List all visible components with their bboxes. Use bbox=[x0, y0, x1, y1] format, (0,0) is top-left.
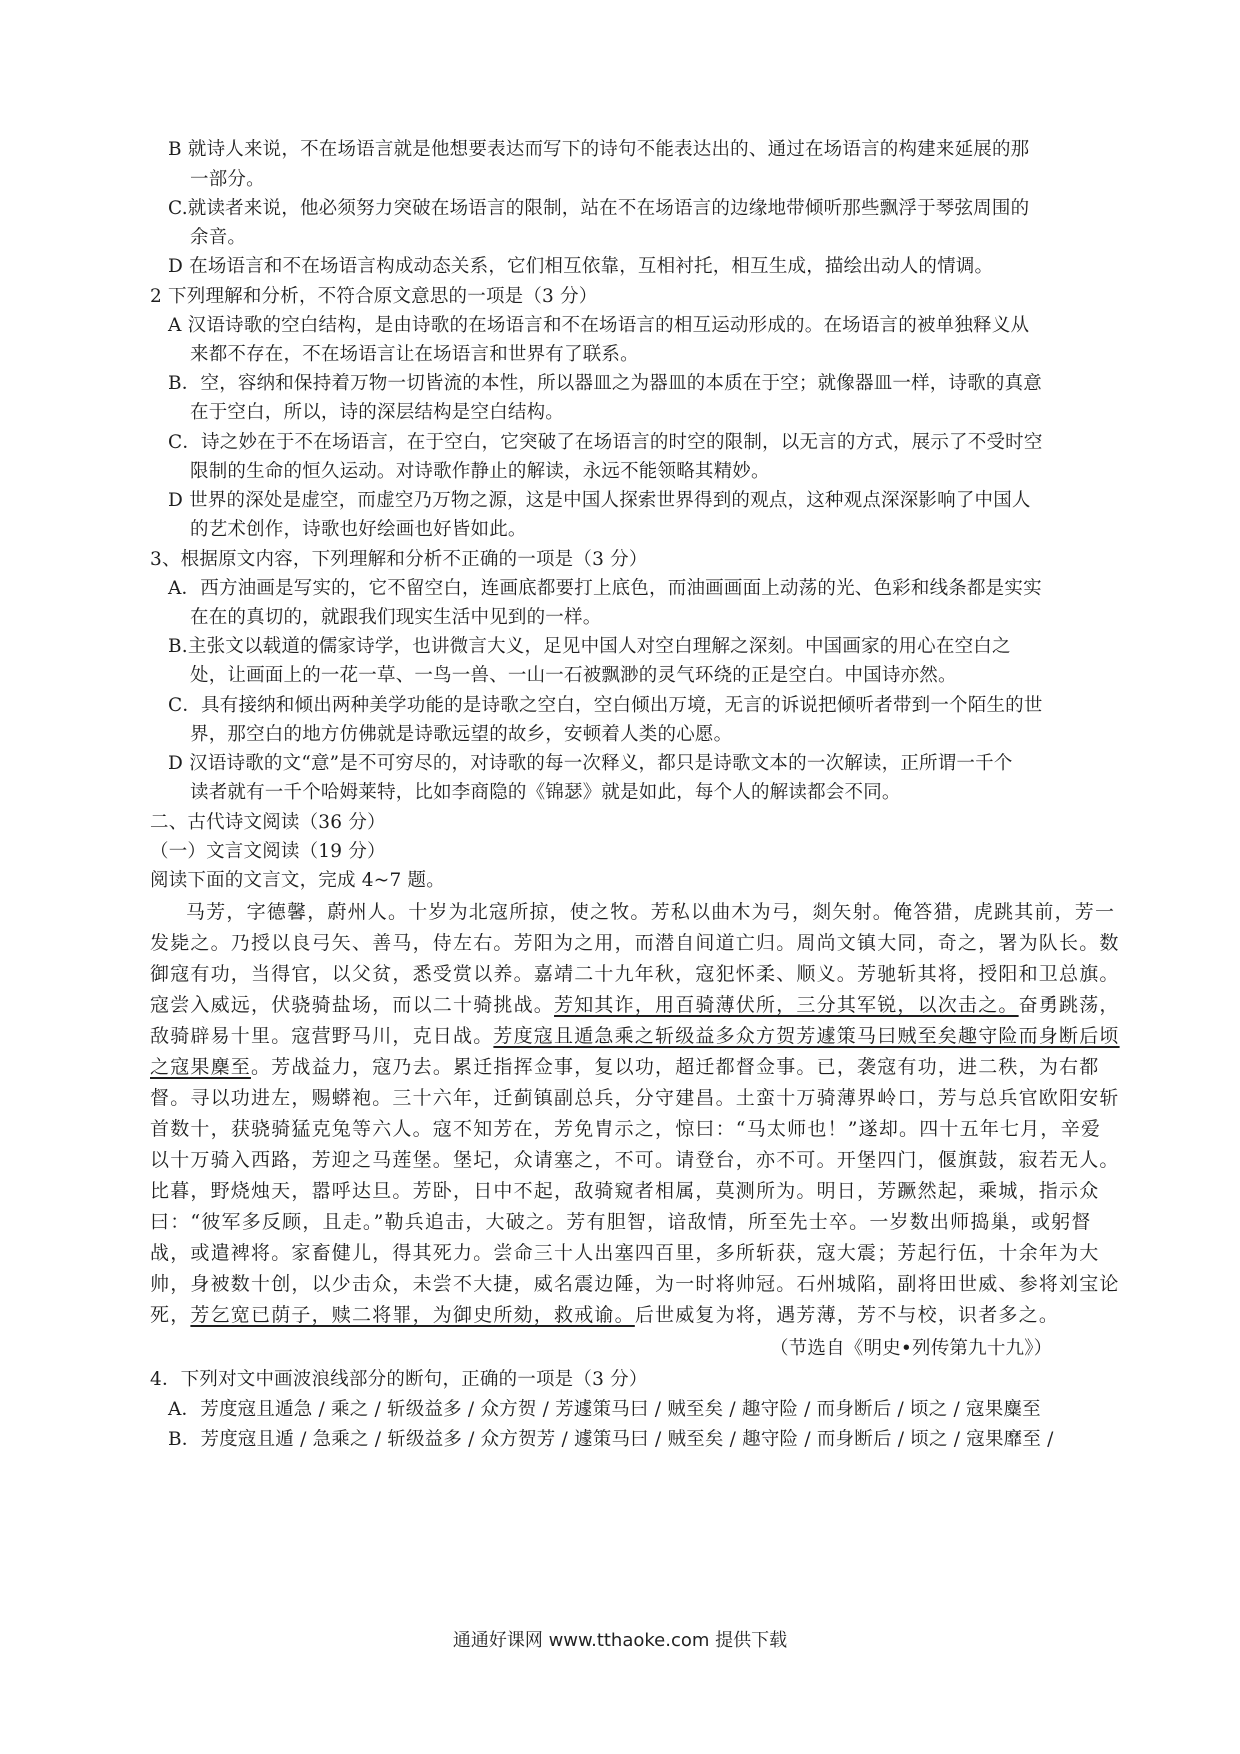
passage-line bbox=[150, 1053, 1099, 1081]
passage-text: 寇尝入威远，伏骁骑盐场，而以二十骑挑战。 bbox=[150, 994, 555, 1016]
option-2c-line-2: 限制的生命的恒久运动。对诗歌作静止的解读，永远不能领略其精妙。 bbox=[190, 461, 770, 482]
wavy-underlined-segment: 之寇果麇至 bbox=[150, 1056, 252, 1078]
passage-line bbox=[150, 991, 1120, 1019]
option-3b-line-2: 处，让画面上的一花一草、一鸟一兽、一山一石被飘渺的灵气环绕的正是空白。中国诗亦然。 bbox=[190, 665, 957, 686]
option-3a-line-2: 在在的真切的，就跟我们现实生活中见到的一样。 bbox=[190, 607, 602, 628]
passage-line: 比暮，野烧烛天，嚣呼达旦。芳卧，日中不起，敌骑窥者相属，莫测所为。明日，芳蹶然起，乘城，指示众 bbox=[150, 1180, 1100, 1202]
reading-instruction: 阅读下面的文言文，完成 4~7 题。 bbox=[150, 870, 445, 891]
option-2a-line-1: A 汉语诗歌的空白结构，是由诗歌的在场语言和不在场语言的相互运动形成的。在场语言的被单独释义从 bbox=[168, 315, 1030, 336]
passage-line: 战，或遣裨将。家畜健儿，得其死力。尝命三十人出塞四百里，多所斩获，寇大震；芳起行伍，十余年为大 bbox=[150, 1242, 1100, 1264]
translation-underlined-sentence: 芳乞宽已荫子，赎二将罪，为御史所劾，救戒谕。 bbox=[190, 1304, 635, 1326]
option-2b-line-2: 在于空白，所以，诗的深层结构是空白结构。 bbox=[190, 402, 565, 423]
passage-line bbox=[150, 1301, 1059, 1329]
page-footer: 通通好课网 www.tthaoke.com 提供下载 bbox=[452, 1630, 788, 1651]
passage-text: 死， bbox=[150, 1304, 191, 1326]
option-2b-line-1: B．空，容纳和保持着万物一切皆流的本性，所以器皿之为器皿的本质在于空；就像器皿一样，诗歌的真意 bbox=[168, 373, 1042, 394]
option-1b-line-1: B 就诗人来说，不在场语言就是他想要表达而写下的诗句不能表达出的、通过在场语言的构建来延展的那 bbox=[168, 139, 1030, 160]
subsection-heading: （一）文言文阅读（19 分） bbox=[150, 841, 386, 862]
passage-line: 帅，身被数十创，以少击众，未尝不大捷，威名震边陲，为一时将帅冠。石州城陷，副将田世威、参将刘宝论 bbox=[150, 1273, 1120, 1295]
option-2a-line-2: 来都不存在，不在场语言让在场语言和世界有了联系。 bbox=[190, 344, 639, 365]
passage-line: 督。寻以功进左，赐蟒袍。三十六年，迁蓟镇副总兵，分守建昌。土蛮十万骑薄界岭口，芳与总兵官欧阳安斩 bbox=[150, 1087, 1120, 1109]
passage-text: 后世威复为将，遇芳薄，芳不与校，识者多之。 bbox=[634, 1304, 1060, 1326]
passage-text: 。芳战益力，寇乃去。累迁指挥佥事，复以功，超迁都督佥事。已，袭寇有功，进二秩，为右都 bbox=[251, 1056, 1100, 1078]
option-1b-line-2: 一部分。 bbox=[190, 169, 265, 190]
passage-source: （节选自《明史•列传第九十九》） bbox=[770, 1338, 1053, 1359]
option-3a-line-1: A．西方油画是写实的，它不留空白，连画底都要打上底色，而油画画面上动荡的光、色彩和线条都是实实 bbox=[168, 578, 1042, 599]
option-2c-line-1: C．诗之妙在于不在场语言，在于空白，它突破了在场语言的时空的限制，以无言的方式，展示了不受时空 bbox=[168, 432, 1043, 453]
option-3c-line-2: 界，那空白的地方仿佛就是诗歌远望的故乡，安顿着人类的心愿。 bbox=[190, 724, 733, 745]
option-1d: D 在场语言和不在场语言构成动态关系，它们相互依靠，互相衬托，相互生成，描绘出动人的情调。 bbox=[168, 256, 994, 277]
passage-text: 敌骑辟易十里。寇营野马川，克日战。 bbox=[150, 1025, 494, 1047]
option-1c-line-1: C.就读者来说，他必须努力突破在场语言的限制，站在不在场语言的边缘地带倾听那些飘浮于琴弦周围的 bbox=[168, 198, 1030, 219]
translation-underlined-sentence: 芳知其诈，用百骑薄伏所，三分其军锐，以次击之。 bbox=[554, 994, 1019, 1016]
option-4b: B．芳度寇且遁 / 急乘之 / 斩级益多 / 众方贺芳 / 遽策马曰 / 贼至矣 / 趣守险 / 而身断后 / 顷之 / 寇果靡至 / bbox=[168, 1429, 1054, 1450]
passage-line: 发毙之。乃授以良弓矢、善马，侍左右。芳阳为之用，而潜自间道亡归。周尚文镇大同，奇之，署为队长。数 bbox=[150, 932, 1120, 954]
passage-line: 马芳，字德馨，蔚州人。十岁为北寇所掠，使之牧。芳私以曲木为弓，剡矢射。俺答猎，虎跳其前，芳一 bbox=[186, 901, 1116, 923]
question-2-title: 2 下列理解和分析，不符合原文意思的一项是（3 分） bbox=[150, 286, 598, 307]
option-4a: A．芳度寇且遁急 / 乘之 / 斩级益多 / 众方贺 / 芳遽策马曰 / 贼至矣 / 趣守险 / 而身断后 / 顷之 / 寇果麋至 bbox=[168, 1399, 1041, 1420]
option-3d-line-1: D 汉语诗歌的文“意”是不可穷尽的，对诗歌的每一次释义，都只是诗歌文本的一次解读，正所谓一千个 bbox=[168, 753, 1013, 774]
option-2d-line-2: 的艺术创作，诗歌也好绘画也好皆如此。 bbox=[190, 519, 527, 540]
passage-line: 以十万骑入西路，芳迎之马莲堡。堡圮，众请塞之，不可。请登台，亦不可。开堡四门，偃旗鼓，寂若无人。 bbox=[150, 1149, 1120, 1171]
wavy-underlined-segment: 芳度寇且遁急乘之斩级益多众方贺芳遽策马曰贼至矣趣守险而身断后顷 bbox=[493, 1025, 1120, 1047]
option-3c-line-1: C．具有接纳和倾出两种美学功能的是诗歌之空白，空白倾出万境，无言的诉说把倾听者带到一个陌生的世 bbox=[168, 695, 1043, 716]
option-3b-line-1: B.主张文以载道的儒家诗学，也讲微言大义，足见中国人对空白理解之深刻。中国画家的用心在空白之 bbox=[168, 636, 1011, 657]
passage-text: 奋勇跳荡， bbox=[1018, 994, 1120, 1016]
passage-line bbox=[150, 1022, 1120, 1050]
question-4-title: 4．下列对文中画波浪线部分的断句，正确的一项是（3 分） bbox=[150, 1369, 648, 1390]
question-3-title: 3、根据原文内容，下列理解和分析不正确的一项是（3 分） bbox=[150, 549, 648, 570]
section-heading: 二、古代诗文阅读（36 分） bbox=[150, 812, 386, 833]
option-2d-line-1: D 世界的深处是虚空，而虚空乃万物之源，这是中国人探索世界得到的观点，这种观点深深影响了中国人 bbox=[168, 490, 1031, 511]
passage-line: 御寇有功，当得官，以父贫，悉受赏以养。嘉靖二十九年秋，寇犯怀柔、顺义。芳驰斩其将，授阳和卫总旗。 bbox=[150, 963, 1120, 985]
passage-line: 曰：“彼军多反顾，且走。”勒兵追击，大破之。芳有胆智，谙敌情，所至先士卒。一岁数出师捣巢，或躬督 bbox=[150, 1211, 1092, 1233]
option-1c-line-2: 余音。 bbox=[190, 227, 247, 248]
passage-line: 首数十，获骁骑猛克兔等六人。寇不知芳在，芳免胄示之，惊曰：“马太师也！”遂却。四十五年七月，辛爱 bbox=[150, 1118, 1102, 1140]
option-3d-line-2: 读者就有一千个哈姆莱特，比如李商隐的《锦瑟》就是如此，每个人的解读都会不同。 bbox=[190, 782, 901, 803]
